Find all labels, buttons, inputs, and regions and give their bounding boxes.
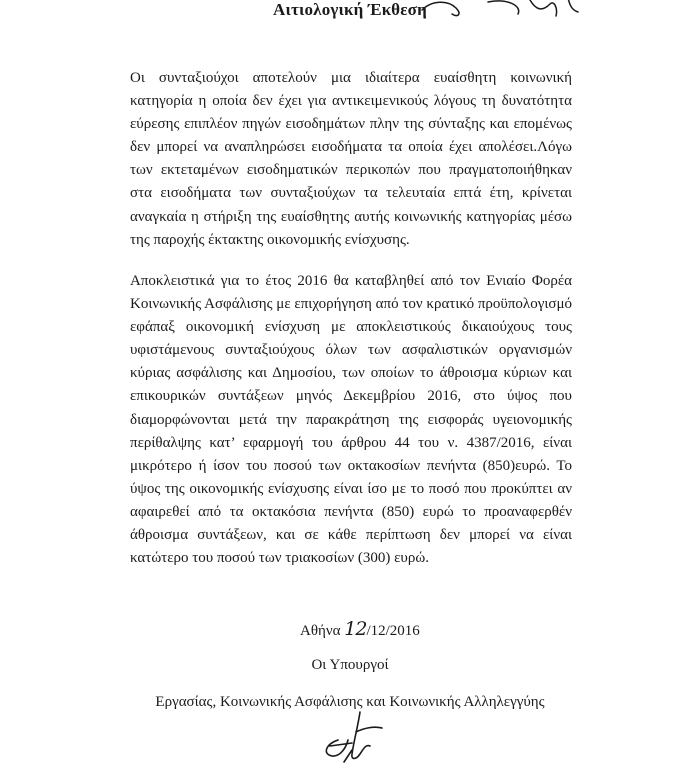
minister-signature: [312, 710, 392, 763]
paragraph-financial-aid: Αποκλειστικά για το έτος 2016 θα καταβληθεί από τον Ενιαίο Φορέα Κοινωνικής Ασφάλισης με επιχορήγηση από τον κρατικό προϋπολογισμό εφάπαξ οικονομική ενίσχυση με αποκλειστικούς δικαιούχους τους υφιστάμενους συνταξιούχους όλων των ασφαλιστικών οργανισμών κύριας ασφάλισης και Δημοσίου, των οποίων το άθροισμα κύριων και επικουρικών συντάξεων μηνός Δεκεμβρίου 2016, στο ύψος που διαμορφώνονται μετά την παρακράτηση της εισφοράς υγειονομικής περίθαλψης κατ’ εφαρμογή του άρθρου 44 του ν. 4387/2016, είναι μικρότερο ή ίσον του ποσού των οκτακοσίων πενήντα (850)ευρώ. Το ύψος της οικονομικής ενίσχυσης είναι ίσο με το ποσό που προκύπτει αν αφαιρεθεί από τα οκτακόσια πενήντα (850) ευρώ το προαναφερθέν άθροισμα συντάξεων, και σε κάθε περίπτωση δεν μπορεί να είναι κατώτερο του ποσού των τριακοσίων (300) ευρώ.: [130, 273, 572, 567]
date-rest: /12/2016: [366, 623, 420, 639]
signing-date: [300, 619, 420, 641]
ministry-name: Εργασίας, Κοινωνικής Ασφάλισης και Κοινωνικής Αλληλεγγύης: [155, 694, 545, 710]
date-place: Αθήνα: [300, 623, 345, 639]
ministers-label: Οι Υπουργοί: [311, 657, 389, 673]
document-title: Αιτιολογική Έκθεση: [273, 0, 427, 19]
paragraph-justification: Οι συνταξιούχοι αποτελούν μια ιδιαίτερα ευαίσθητη κοινωνική κατηγορία η οποία δεν έχει για αντικειμενικούς λόγους τη δυνατότητα εύρεσης επιπλέον πηγών εισοδημάτων πλην της σύνταξης και επομένως δεν μπορεί να αναπληρώσει εισοδήματα τα οποία έχει απολέσει.Λόγω των εκτεταμένων εισοδηματικών περικοπών που πραγματοποιήθηκαν στα εισοδήματα των συνταξιούχων τα τελευταία επτά έτη, κρίνεται αναγκαία η στήριξη της ευαίσθητης αυτής κοινωνικής κατηγορίας μέσω της παροχής έκτακτης οικονομικής ενίσχυσης.: [130, 70, 572, 248]
date-day-handwritten: 12: [344, 618, 367, 640]
header-signature-scribble: [418, 0, 588, 22]
